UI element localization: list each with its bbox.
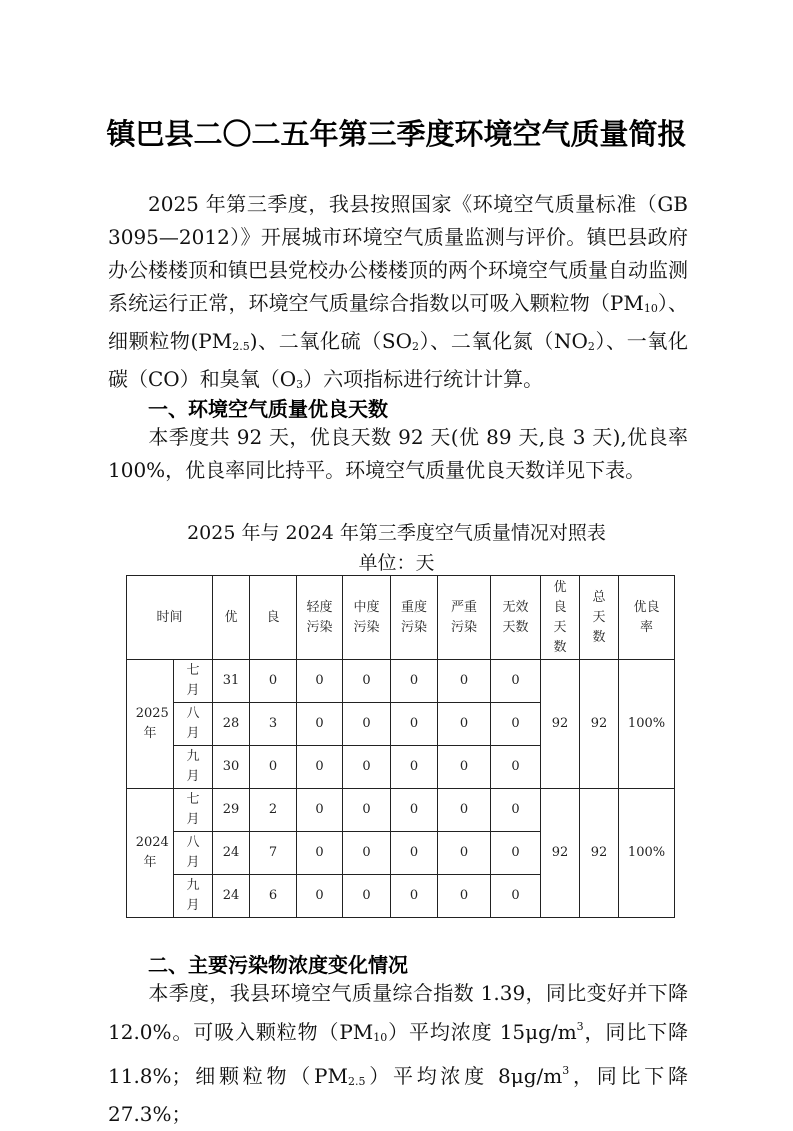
good-days-cell: 92 [541,789,580,918]
heavy-cell: 0 [391,832,438,875]
invalid-cell: 0 [491,746,541,789]
section-2-text-1: 本季度，我县环境空气质量综合指数 1.39，同比变好并下降 12.0%。可吸入颗粒物（PM [108,981,688,1044]
header-light-pollution: 轻度污染 [297,576,343,660]
section-2-text-4: ）平均浓度 8μg/m [365,1064,563,1088]
year-cell: 2024年 [127,789,174,918]
section-2-text-3: ，同比下降 11.8%；细颗粒物（PM [108,1020,689,1088]
month-cell: 七月 [174,789,213,832]
table-row [127,660,675,703]
intro-text-5: ）、一氧化碳（CO）和臭氧（O [108,329,689,391]
good-cell: 6 [250,875,297,918]
cubic-superscript: 3 [562,1064,570,1077]
header-good: 良 [250,576,297,660]
header-severe-pollution: 严重污染 [438,576,491,660]
intro-text-4: ）、二氧化氮（NO [419,329,588,353]
moderate-cell: 0 [343,703,391,746]
moderate-cell: 0 [343,875,391,918]
header-good-rate: 优良率 [619,576,675,660]
severe-cell: 0 [438,703,491,746]
good-cell: 0 [250,746,297,789]
section-2-heading: 二、主要污染物浓度变化情况 [148,953,408,977]
good-rate-cell: 100% [619,660,675,789]
month-cell: 七月 [174,660,213,703]
air-quality-table [126,575,675,918]
month-cell: 九月 [174,875,213,918]
excellent-cell: 30 [213,746,250,789]
good-cell: 7 [250,832,297,875]
pm10-subscript: 10 [373,1031,388,1044]
severe-cell: 0 [438,832,491,875]
excellent-cell: 24 [213,832,250,875]
intro-text-2: ）、细颗粒物(PM [108,291,689,353]
table-row [127,789,675,832]
severe-cell: 0 [438,660,491,703]
good-cell: 0 [250,660,297,703]
good-days-cell: 92 [541,660,580,789]
excellent-cell: 28 [213,703,250,746]
heavy-cell: 0 [391,660,438,703]
moderate-cell: 0 [343,789,391,832]
table-unit: 单位：天 [358,552,435,574]
invalid-cell: 0 [491,832,541,875]
document-title: 镇巴县二〇二五年第三季度环境空气质量简报 [106,117,687,151]
intro-text-3: )、二氧化硫（SO [249,329,412,353]
header-total-days: 总天数 [580,576,619,660]
heavy-cell: 0 [391,703,438,746]
pm25-subscript: 2.5 [347,1075,366,1088]
header-moderate-pollution: 中度污染 [343,576,391,660]
moderate-cell: 0 [343,746,391,789]
light-cell: 0 [297,660,343,703]
cubic-superscript: 3 [576,1020,584,1033]
moderate-cell: 0 [343,660,391,703]
heavy-cell: 0 [391,746,438,789]
o3-subscript: 3 [296,378,304,391]
header-time: 时间 [127,576,213,660]
moderate-cell: 0 [343,832,391,875]
invalid-cell: 0 [491,703,541,746]
section-1-text: 本季度共 92 天，优良天数 92 天(优 89 天,良 3 天),优良率 100%，优良率同比持平。环境空气质量优良天数详见下表。 [108,425,688,482]
invalid-cell: 0 [491,875,541,918]
invalid-cell: 0 [491,789,541,832]
light-cell: 0 [297,703,343,746]
pm10-subscript: 10 [643,302,658,315]
section-2-paragraph [108,977,688,1131]
no2-subscript: 2 [587,340,595,353]
heavy-cell: 0 [391,875,438,918]
severe-cell: 0 [438,746,491,789]
severe-cell: 0 [438,875,491,918]
header-invalid-days: 无效天数 [491,576,541,660]
total-days-cell: 92 [580,789,619,918]
month-cell: 八月 [174,832,213,875]
section-1-heading: 一、环境空气质量优良天数 [148,397,388,421]
intro-paragraph [108,188,688,401]
year-cell: 2025年 [127,660,174,789]
table-header-row [127,576,675,660]
invalid-cell: 0 [491,660,541,703]
intro-text-6: ）六项指标进行统计计算。 [303,367,544,391]
table-caption: 2025 年与 2024 年第三季度空气质量情况对照表 [187,522,606,544]
section-2-text-2: ）平均浓度 15μg/m [387,1020,577,1044]
light-cell: 0 [297,746,343,789]
light-cell: 0 [297,789,343,832]
header-excellent: 优 [213,576,250,660]
total-days-cell: 92 [580,660,619,789]
header-heavy-pollution: 重度污染 [391,576,438,660]
light-cell: 0 [297,875,343,918]
excellent-cell: 29 [213,789,250,832]
month-cell: 八月 [174,703,213,746]
section-1-paragraph [108,421,688,487]
good-rate-cell: 100% [619,789,675,918]
section-2-text-5: ，同比下降 27.3%； [108,1064,688,1126]
pm25-subscript: 2.5 [232,340,250,353]
intro-text-1: 2025 年第三季度，我县按照国家《环境空气质量标准（GB 3095—2012）》开展城市环境空气质量监测与评价。镇巴县政府办公楼楼顶和镇巴县党校办公楼楼顶的两个环境空气质量自动监测系统运行正常，环境空气质量综合指数以可吸入颗粒物（PM [108,192,688,315]
severe-cell: 0 [438,789,491,832]
excellent-cell: 31 [213,660,250,703]
header-good-days: 优良天数 [541,576,580,660]
good-cell: 2 [250,789,297,832]
light-cell: 0 [297,832,343,875]
month-cell: 九月 [174,746,213,789]
excellent-cell: 24 [213,875,250,918]
good-cell: 3 [250,703,297,746]
heavy-cell: 0 [391,789,438,832]
so2-subscript: 2 [412,340,419,353]
